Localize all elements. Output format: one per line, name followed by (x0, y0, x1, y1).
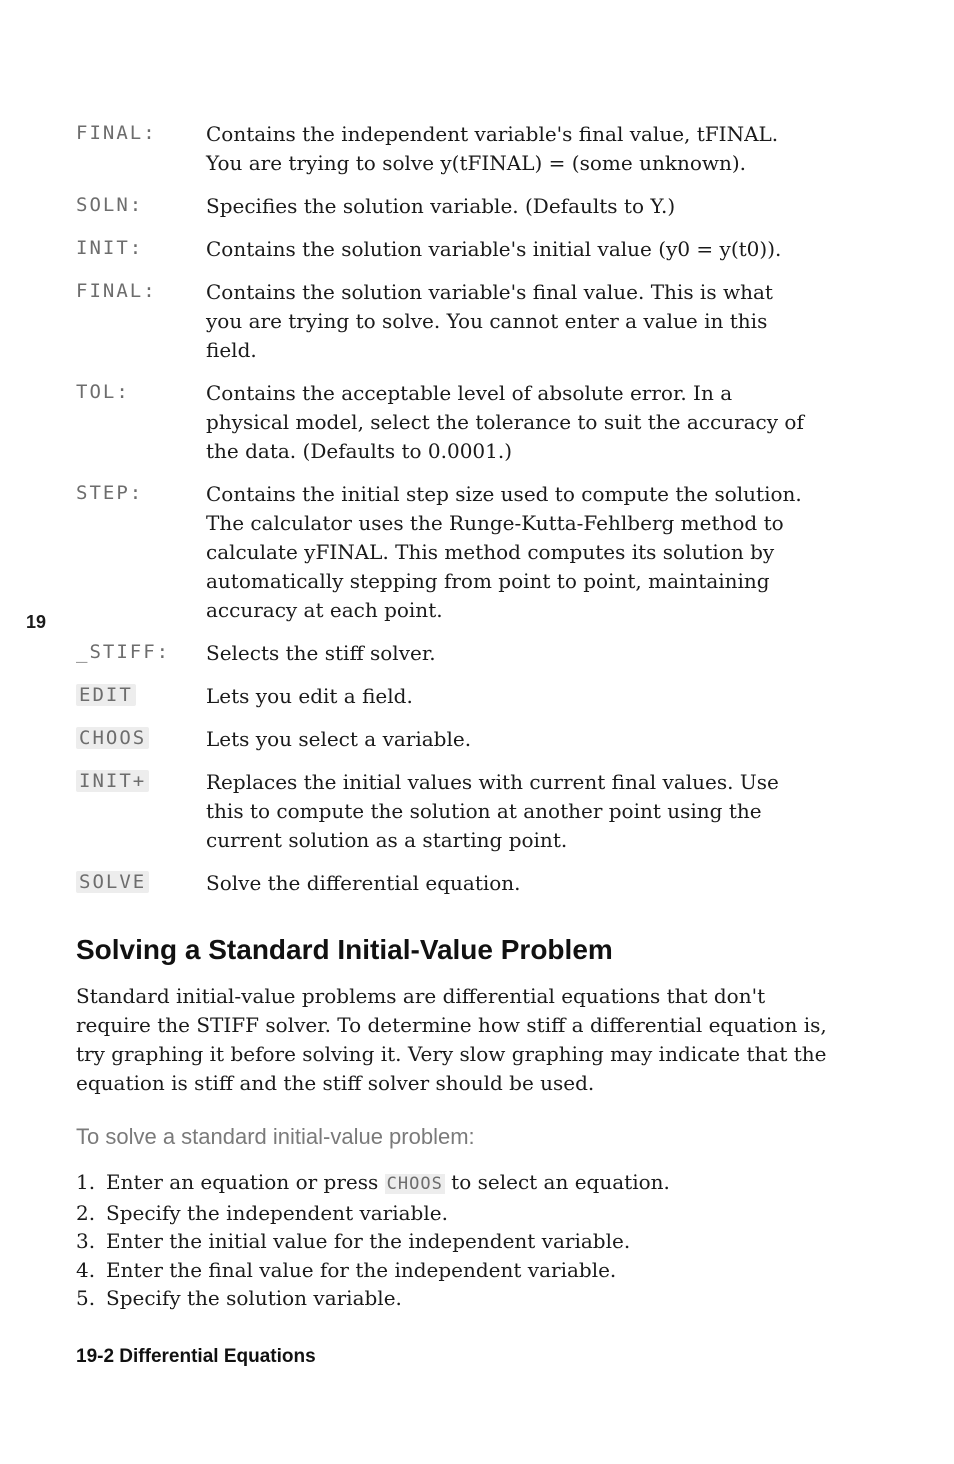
intro-paragraph: Standard initial-value problems are differential equations that don't require the STIFF solver. To determine how stiff a differential equation is, try graphing it before solving it. Very slow graphing may indicate that the equation is stiff and the stiff solver should be used. (76, 984, 827, 1095)
definition-line: Contains the acceptable level of absolute error. In a (206, 381, 733, 405)
definition-text (206, 278, 836, 365)
definition-line: Replaces the initial values with current final values. Use (206, 770, 779, 794)
field-label: _STIFF: (76, 641, 171, 663)
definition-text (206, 235, 836, 264)
definition-row (76, 480, 836, 625)
page-footer: 19-2 Differential Equations (76, 1346, 316, 1367)
definition-line: automatically stepping from point to point, maintaining (206, 569, 770, 593)
field-label: STEP: (76, 482, 144, 504)
field-label: FINAL: (76, 280, 157, 302)
definition-line: The calculator uses the Runge-Kutta-Fehlberg method to (206, 511, 784, 535)
definition-row (76, 725, 836, 754)
definition-row (76, 768, 836, 855)
definition-list (76, 120, 836, 912)
list-item (76, 1168, 670, 1199)
chapter-tab: 19 (26, 612, 47, 632)
step-number: 4. (76, 1257, 96, 1282)
definition-row (76, 639, 836, 668)
definition-row (76, 869, 836, 898)
definition-text (206, 480, 836, 625)
field-label: INIT: (76, 237, 144, 259)
field-label: FINAL: (76, 122, 157, 144)
field-label: SOLN: (76, 194, 144, 216)
definition-text (206, 682, 836, 711)
definition-line: field. (206, 338, 257, 362)
definition-line: physical model, select the tolerance to suit the accuracy of (206, 410, 804, 434)
definition-line: Lets you select a variable. (206, 727, 472, 751)
definition-text (206, 768, 836, 855)
softkey-label (76, 869, 206, 898)
definition-text (206, 725, 836, 754)
step-text: Enter the initial value for the independent variable. (106, 1229, 631, 1253)
list-item (76, 1227, 670, 1256)
step-text: Specify the independent variable. (106, 1200, 448, 1225)
definition-line: Contains the solution variable's final value. This is what (206, 280, 773, 304)
definition-text (206, 639, 836, 668)
definition-line: Contains the independent variable's final value, tFINAL. (206, 122, 779, 146)
choos-key-inline: CHOOS (386, 1174, 443, 1194)
definition-row (76, 235, 836, 264)
softkey-label (76, 682, 206, 711)
definition-text (206, 379, 836, 466)
step-text-before: Enter an equation or press (106, 1170, 385, 1194)
definition-line: Solve the differential equation. (206, 871, 521, 895)
edit-key: EDIT (76, 684, 136, 706)
definition-line: calculate yFINAL. This method computes its solution by (206, 540, 775, 564)
definition-row (76, 192, 836, 221)
procedure-title: To solve a standard initial-value problem: (76, 1124, 475, 1149)
definition-text (206, 192, 836, 221)
definition-line: Contains the solution variable's initial value (y0 = y(t0)). (206, 237, 782, 261)
list-item (76, 1256, 670, 1285)
definition-line: Lets you edit a field. (206, 684, 413, 708)
definition-line: this to compute the solution at another point using the (206, 799, 762, 823)
definition-row (76, 120, 836, 178)
step-text: Enter the final value for the independent variable. (106, 1257, 617, 1282)
procedure-steps (76, 1168, 670, 1313)
definition-line: You are trying to solve y(tFINAL) = (some unknown). (206, 151, 747, 175)
definition-line: you are trying to solve. You cannot enter a value in this (206, 309, 768, 333)
definition-row (76, 278, 836, 365)
init-plus-key: INIT+ (76, 770, 149, 792)
step-number: 3. (76, 1229, 96, 1253)
definition-line: Specifies the solution variable. (Defaults to Y.) (206, 194, 676, 218)
definition-line: Contains the initial step size used to compute the solution. (206, 482, 802, 506)
definition-line: accuracy at each point. (206, 598, 443, 622)
definition-text (206, 120, 836, 178)
field-label: TOL: (76, 381, 130, 403)
softkey-label (76, 725, 206, 754)
list-item (76, 1199, 670, 1228)
step-text: Specify the solution variable. (106, 1286, 402, 1310)
solve-key: SOLVE (76, 871, 149, 893)
definition-line: current solution as a starting point. (206, 828, 568, 852)
definition-line: the data. (Defaults to 0.0001.) (206, 439, 513, 463)
definition-row (76, 379, 836, 466)
softkey-label (76, 768, 206, 855)
step-number: 2. (76, 1200, 96, 1225)
choos-key: CHOOS (76, 727, 149, 749)
section-heading: Solving a Standard Initial-Value Problem (76, 934, 613, 965)
list-item (76, 1284, 670, 1313)
definition-line: Selects the stiff solver. (206, 641, 436, 665)
step-text (106, 1168, 670, 1199)
definition-row (76, 682, 836, 711)
step-number: 5. (76, 1286, 96, 1310)
step-text-after: to select an equation. (444, 1170, 670, 1194)
step-number: 1. (76, 1170, 96, 1194)
definition-text (206, 869, 836, 898)
